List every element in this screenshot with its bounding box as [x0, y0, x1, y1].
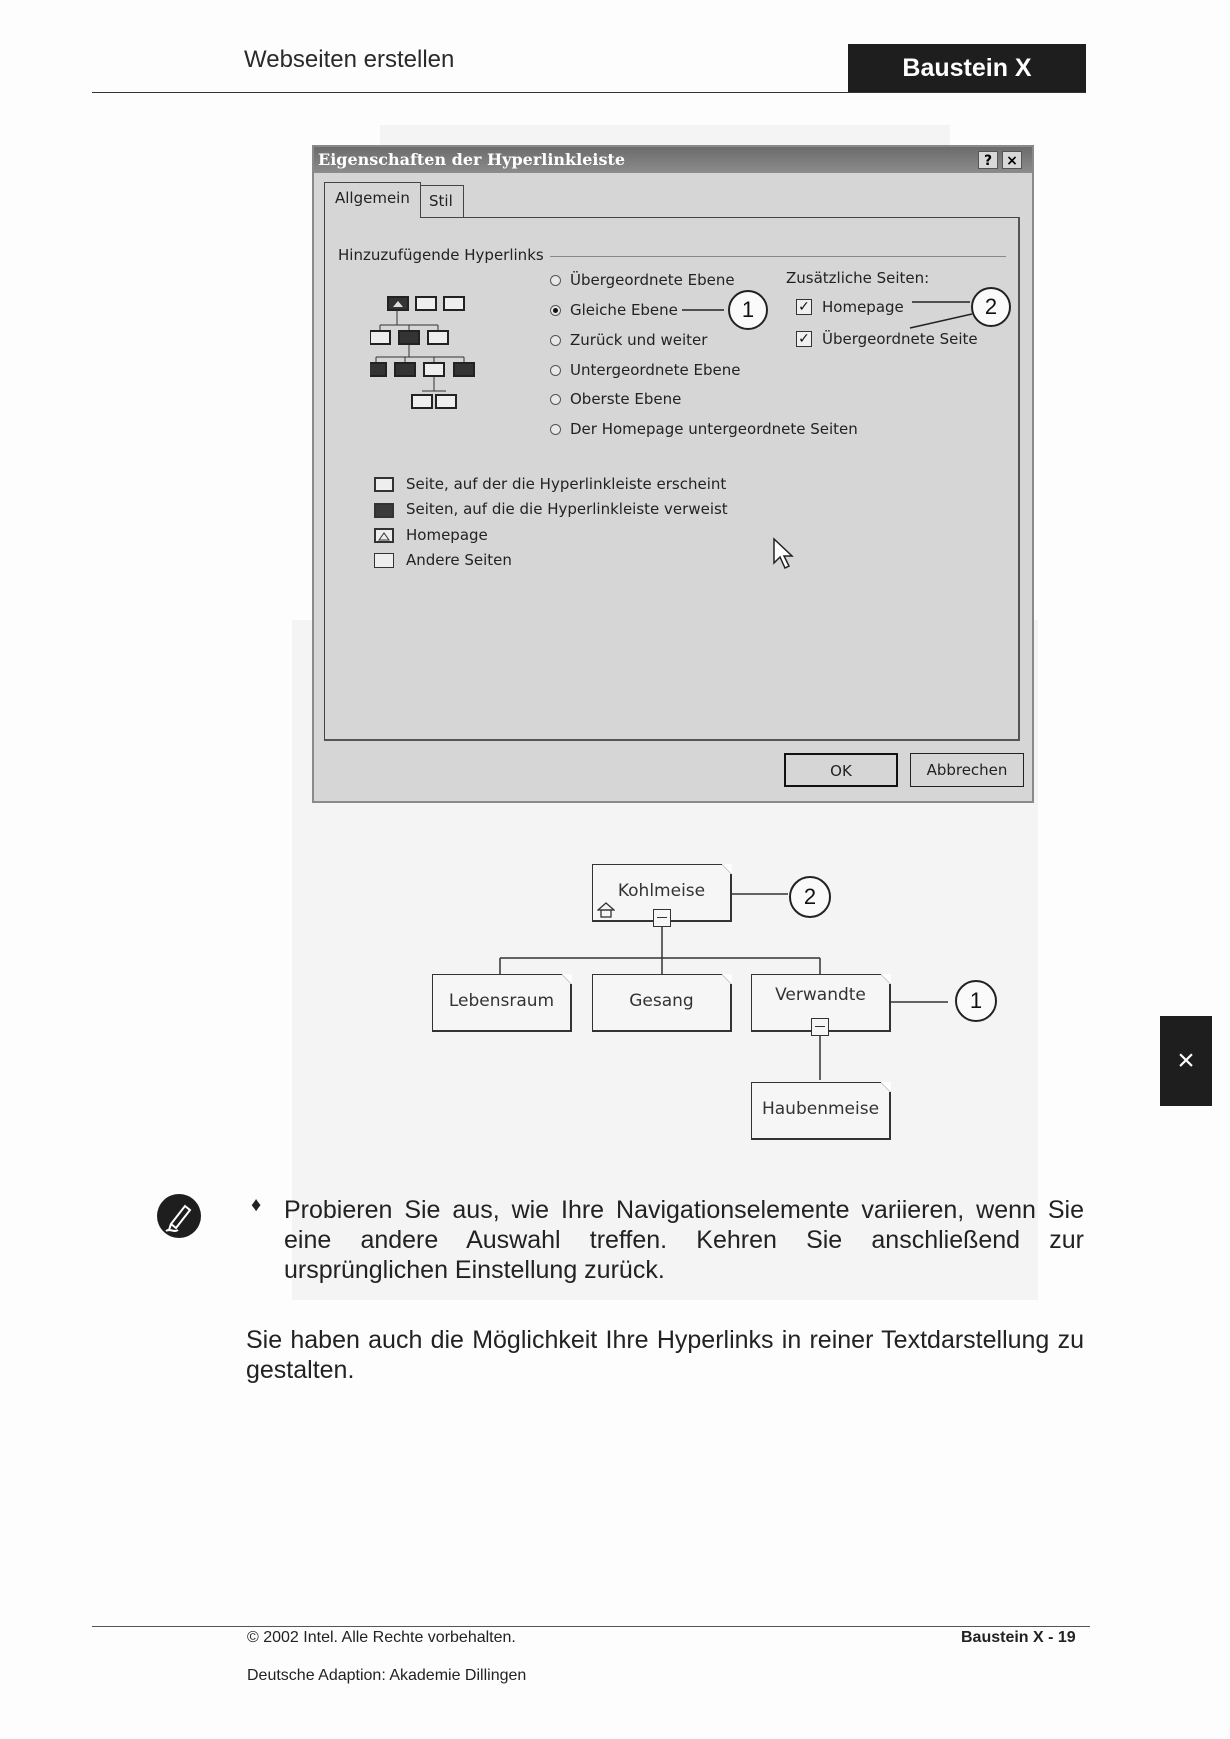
tree-node-label: Verwandte	[775, 985, 866, 1005]
radio-label: Zurück und weiter	[570, 331, 708, 349]
radio-label: Untergeordnete Ebene	[570, 361, 741, 379]
dialog-titlebar	[314, 147, 1032, 173]
header-rule	[92, 92, 1086, 93]
preview-node	[370, 331, 390, 344]
preview-node	[399, 331, 419, 344]
radio-label: Gleiche Ebene	[570, 301, 678, 319]
radio-zurueck-und-weiter[interactable]	[550, 335, 561, 346]
footer-page-ref: Baustein X - 19	[961, 1629, 1076, 1646]
ok-button[interactable]: OK	[784, 753, 898, 787]
legend-current-page-icon	[374, 477, 394, 492]
collapse-icon[interactable]	[653, 909, 671, 927]
help-button[interactable]: ?	[978, 151, 998, 169]
cancel-button[interactable]: Abbrechen	[910, 753, 1024, 787]
radio-homepage-untergeordnete[interactable]	[550, 424, 561, 435]
callout-2-zusaetzliche-seiten: 2	[971, 287, 1011, 327]
preview-node	[428, 331, 448, 344]
legend-label: Andere Seiten	[406, 551, 512, 569]
preview-node	[412, 395, 432, 408]
preview-node	[436, 395, 456, 408]
page-header-title: Webseiten erstellen	[244, 46, 455, 73]
checkbox-label: Übergeordnete Seite	[822, 330, 978, 348]
preview-node	[416, 297, 436, 310]
module-badge: Baustein X	[848, 44, 1086, 92]
preview-node	[444, 297, 464, 310]
footer-copyright: © 2002 Intel. Alle Rechte vorbehalten.	[247, 1629, 516, 1646]
body-paragraph: Sie haben auch die Möglichkeit Ihre Hyperlinks in reiner Textdarstellung zu gestalten.	[246, 1326, 1084, 1384]
callout-1-gleiche-ebene: 1	[728, 290, 768, 330]
tree-node-label: Gesang	[629, 991, 694, 1011]
radio-untergeordnete-ebene[interactable]	[550, 365, 561, 376]
structure-preview-diagram	[370, 295, 490, 417]
callout-1-same-level: 1	[955, 980, 997, 1022]
legend-label: Seite, auf der die Hyperlinkleiste erscheint	[406, 475, 727, 493]
group-label: Hinzuzufügende Hyperlinks	[338, 246, 544, 264]
radio-gleiche-ebene[interactable]	[550, 305, 561, 316]
checkbox-label: Homepage	[822, 298, 904, 316]
close-button[interactable]: ×	[1002, 151, 1022, 169]
legend-label: Homepage	[406, 526, 488, 544]
tree-node-child	[432, 974, 572, 1032]
tree-node-label: Haubenmeise	[761, 1099, 880, 1119]
side-tab-x: ×	[1160, 1016, 1212, 1106]
tab-allgemein[interactable]: Allgemein	[324, 182, 421, 218]
radio-uebergeordnete-ebene[interactable]	[550, 275, 561, 286]
footer-rule	[92, 1626, 1090, 1627]
preview-node	[454, 363, 474, 376]
pencil-task-icon	[156, 1193, 202, 1239]
tree-node-label: Kohlmeise	[617, 881, 706, 901]
preview-node	[395, 363, 415, 376]
radio-label: Übergeordnete Ebene	[570, 271, 735, 289]
callout-2-homepage: 2	[789, 876, 831, 918]
dialog-title: Eigenschaften der Hyperlinkleiste	[318, 150, 626, 169]
additional-pages-label: Zusätzliche Seiten:	[786, 269, 930, 287]
radio-label: Oberste Ebene	[570, 390, 682, 408]
hyperlink-bar-properties-dialog	[312, 145, 1034, 803]
instruction-text: Probieren Sie aus, wie Ihre Navigationselemente variieren, wenn Sie eine andere Auswahl treffen. Kehren Sie anschließend zur ursprünglichen Einstellung zurück.	[284, 1196, 1084, 1284]
legend-other-pages-icon	[374, 553, 394, 568]
legend-home-icon	[374, 528, 394, 543]
tree-node-grandchild	[751, 1082, 891, 1140]
radio-oberste-ebene[interactable]	[550, 394, 561, 405]
preview-node	[424, 363, 444, 376]
legend-linked-pages-icon	[374, 503, 394, 518]
bullet-icon: ♦	[251, 1194, 262, 1216]
tree-node-child	[592, 974, 732, 1032]
checkbox-homepage[interactable]: ✓	[796, 299, 812, 315]
radio-label: Der Homepage untergeordnete Seiten	[570, 420, 858, 438]
collapse-icon[interactable]	[811, 1018, 829, 1036]
legend-label: Seiten, auf die die Hyperlinkleiste verweist	[406, 500, 728, 518]
checkbox-uebergeordnete-seite[interactable]: ✓	[796, 331, 812, 347]
preview-node	[370, 363, 386, 376]
tree-node-label: Lebensraum	[448, 991, 555, 1011]
tab-stil[interactable]: Stil	[418, 185, 464, 217]
group-divider	[550, 256, 1006, 257]
footer-adaptation: Deutsche Adaption: Akademie Dillingen	[247, 1667, 527, 1684]
home-icon	[597, 902, 615, 918]
mouse-pointer-icon	[772, 537, 794, 571]
